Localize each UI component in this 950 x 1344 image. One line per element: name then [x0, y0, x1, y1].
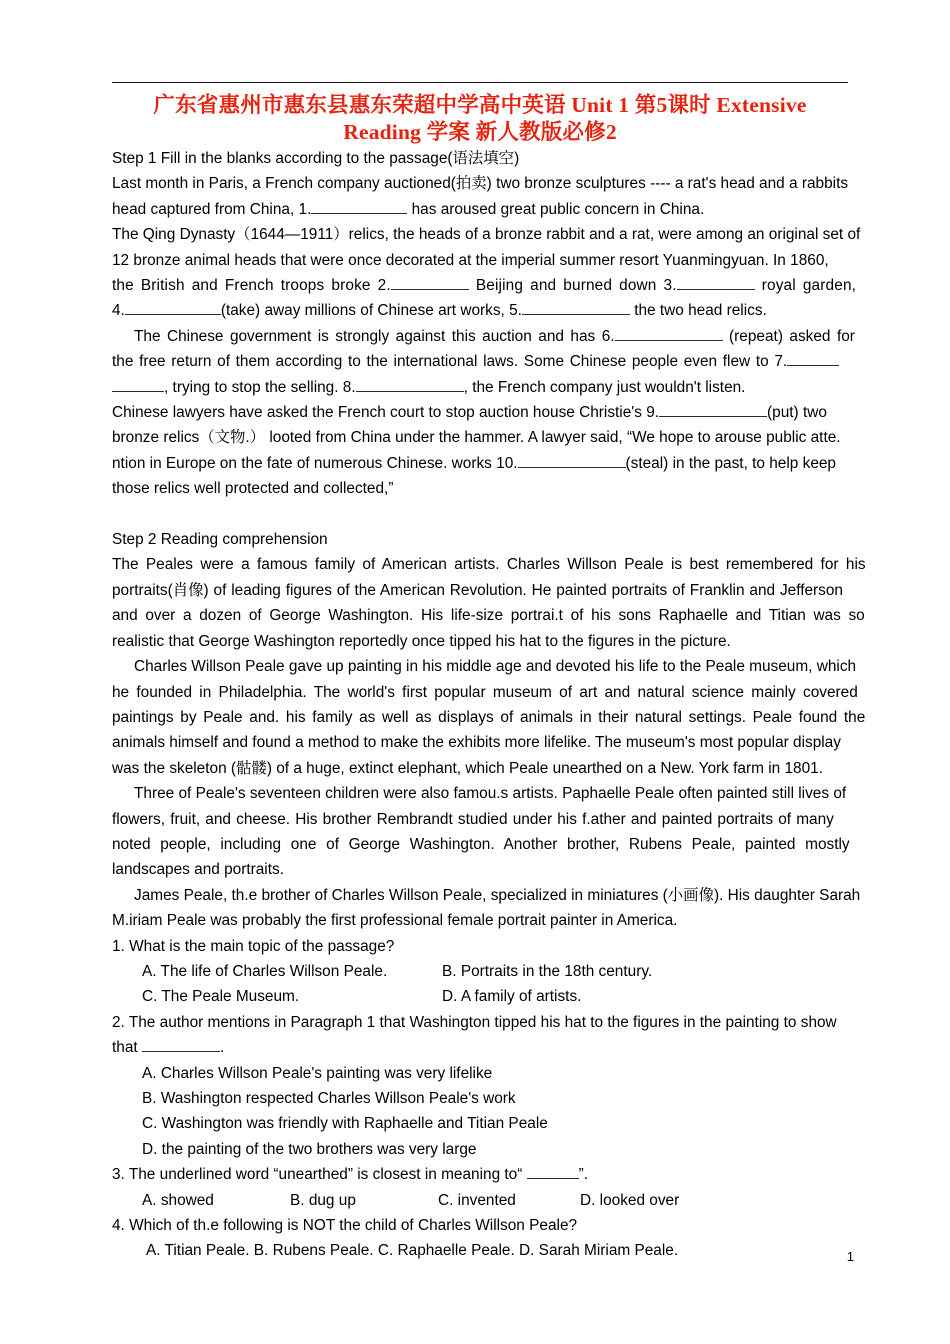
p2-line-4-a: 4. — [112, 302, 125, 320]
step1-paragraph-1 — [112, 171, 848, 222]
p3-line-1-a: The Chinese government is strongly against this auction and has 6. — [134, 327, 615, 345]
p4-line-1 — [112, 400, 848, 425]
blank-5[interactable] — [522, 300, 630, 315]
q2-stem-suffix: . — [219, 1039, 225, 1057]
step2-paragraph-2 — [112, 654, 866, 781]
p2-line-3 — [112, 273, 857, 298]
blank-3[interactable] — [677, 275, 755, 290]
q2-option-a[interactable]: A. Charles Willson Peale's painting was very lifelike — [142, 1064, 493, 1082]
p2-line-2: 12 bronze animal heads that were once decorated at the imperial summer resort Yuanmingyuan. In 1860, — [112, 251, 829, 269]
question-2 — [112, 1010, 848, 1162]
q4-option-row — [112, 1238, 848, 1263]
q2-option-row-a — [112, 1061, 848, 1086]
p3-line-3-a: , trying to stop the selling. 8. — [164, 378, 356, 396]
s2p3-line-2: flowers, fruit, and cheese. His brother Rembrandt studied under his f.ather and painted portraits of many — [112, 810, 834, 828]
s2p1-line-3: and over a dozen of George Washington. His life-size portrai.t of his sons Raphaelle and Titian was so — [112, 607, 865, 625]
q1-option-a[interactable]: A. The life of Charles Willson Peale. — [142, 962, 388, 980]
q4-stem: 4. Which of th.e following is NOT the child of Charles Willson Peale? — [112, 1217, 578, 1235]
p3-line-2 — [112, 349, 848, 374]
q3-option-d[interactable]: D. looked over — [580, 1191, 680, 1209]
blank-9[interactable] — [659, 402, 767, 417]
s2p4-line-1 — [112, 883, 861, 908]
q2-stem-line-1: 2. The author mentions in Paragraph 1 that Washington tipped his hat to the figures in the painting to show — [112, 1013, 837, 1031]
p2-line-3-c: royal garden, — [754, 277, 857, 295]
q1-stem: 1. What is the main topic of the passage? — [112, 937, 395, 955]
blank-2[interactable] — [391, 275, 469, 290]
s2p2-line-1-text: Charles Willson Peale gave up painting in his middle age and devoted his life to the Peale museum, which — [134, 658, 857, 676]
question-1 — [112, 934, 848, 1010]
step2-heading — [112, 527, 848, 552]
q3-stem — [112, 1162, 848, 1187]
q1-option-row-1 — [112, 959, 848, 984]
s2p1-line-2: portraits(肖像) of leading figures of the American Revolution. He painted portraits of Franklin and Jefferson — [112, 581, 843, 599]
q3-stem-suffix: ”. — [578, 1166, 589, 1184]
p3-line-3-b: , the French company just wouldn't listen. — [463, 378, 746, 396]
p3-line-3 — [112, 375, 848, 400]
p4-line-2: bronze relics（文物.） looted from China under the hammer. A lawyer said, “We hope to arouse public atte. — [112, 429, 841, 447]
section-gap — [112, 502, 848, 527]
title-line-1: 广东省惠州市惠东县惠东荣超中学高中英语 Unit 1 第5课时 Extensive — [153, 93, 807, 117]
p3-line-2-a: the free return of them according to the international laws. Some Chinese people even flew to 7. — [112, 353, 788, 371]
step2-heading-text: Step 2 Reading comprehension — [112, 531, 328, 549]
q2-stem-prefix: that — [112, 1039, 142, 1057]
s2p2-line-2: he founded in Philadelphia. The world's first popular museum of art and natural science mainly covered — [112, 683, 858, 701]
p2-line-3-a: the British and French troops broke 2. — [112, 277, 391, 295]
p4-line-4: those relics well protected and collected,” — [112, 480, 394, 498]
q3-answer-blank[interactable] — [527, 1164, 579, 1179]
p2-line-4-b: (take) away millions of Chinese art works, 5. — [220, 302, 522, 320]
question-3 — [112, 1162, 848, 1213]
q2-option-d[interactable]: D. the painting of the two brothers was very large — [142, 1140, 477, 1158]
blank-10[interactable] — [518, 453, 626, 468]
p3-line-1 — [112, 324, 855, 349]
q1-option-b[interactable]: B. Portraits in the 18th century. — [442, 962, 653, 980]
q2-option-row-d — [112, 1137, 848, 1162]
step1-heading — [112, 146, 848, 171]
p1-line-2 — [112, 197, 848, 222]
title-line-2: Reading 学案 新人教版必修2 — [343, 120, 617, 144]
q2-option-row-c — [112, 1111, 848, 1136]
step1-paragraph-2 — [112, 222, 861, 324]
s2p2-line-5: was the skeleton (骷髅) of a huge, extinct elephant, which Peale unearthed on a New. York farm in 1801. — [112, 759, 823, 777]
blank-6[interactable] — [615, 326, 723, 341]
p1-line-2-post: has aroused great public concern in China. — [407, 200, 705, 218]
blank-8[interactable] — [356, 377, 464, 392]
p1-line-1: Last month in Paris, a French company auctioned(拍卖) two bronze sculptures ---- a rat's head and a rabbits — [112, 175, 849, 193]
q2-option-row-b — [112, 1086, 848, 1111]
s2p2-line-1 — [112, 654, 857, 679]
step2-paragraph-4 — [112, 883, 861, 934]
s2p4-line-2: M.iriam Peale was probably the first professional female portrait painter in America. — [112, 912, 678, 930]
header-rule — [112, 82, 848, 83]
s2p3-line-1-text: Three of Peale's seventeen children were also famou.s artists. Paphaelle Peale often painted still lives of — [134, 785, 847, 803]
step1-paragraph-3 — [112, 324, 855, 400]
s2p2-line-4: animals himself and found a method to make the exhibits more lifelike. The museum's most popular display — [112, 734, 841, 752]
q2-stem-line-2 — [112, 1035, 848, 1060]
s2p1-line-4: realistic that George Washington reportedly once tipped his hat to the figures in the picture. — [112, 632, 731, 650]
p4-line-3 — [112, 451, 848, 476]
blank-7-part2[interactable] — [112, 377, 164, 392]
q2-option-b[interactable]: B. Washington respected Charles Willson Peale's work — [142, 1090, 516, 1108]
p2-line-4-c: the two head relics. — [629, 302, 767, 320]
s2p3-line-3: noted people, including one of George Washington. Another brother, Rubens Peale, painted mostly — [112, 835, 850, 853]
s2p4-line-1-text: James Peale, th.e brother of Charles Willson Peale, specialized in miniatures (小画像). His daughter Sarah — [134, 886, 861, 904]
q3-option-b[interactable]: B. dug up — [290, 1191, 356, 1209]
p4-line-3-a: ntion in Europe on the fate of numerous Chinese. works 10. — [112, 454, 518, 472]
p2-line-3-b: Beijing and burned down 3. — [468, 277, 677, 295]
p3-line-1-b: (repeat) asked for — [722, 327, 855, 345]
p2-line-4 — [112, 298, 848, 323]
q1-option-row-2 — [112, 984, 848, 1009]
s2p3-line-1 — [112, 781, 848, 806]
q3-option-a[interactable]: A. showed — [142, 1191, 214, 1209]
blank-7-part1[interactable] — [787, 351, 839, 366]
document-body — [112, 146, 866, 1264]
step2-paragraph-1 — [112, 552, 866, 654]
q4-options-inline[interactable]: A. Titian Peale. B. Rubens Peale. C. Raphaelle Peale. D. Sarah Miriam Peale. — [146, 1242, 679, 1260]
blank-1[interactable] — [311, 199, 407, 214]
q2-option-c[interactable]: C. Washington was friendly with Raphaelle and Titian Peale — [142, 1115, 548, 1133]
step2-paragraph-3 — [112, 781, 848, 883]
step1-heading-text: Step 1 Fill in the blanks according to the passage(语法填空) — [112, 150, 520, 167]
q1-option-c[interactable]: C. The Peale Museum. — [142, 988, 300, 1006]
p4-line-3-b: (steal) in the past, to help keep — [625, 454, 836, 472]
p4-line-1-b: (put) two — [767, 404, 827, 422]
s2p2-line-3: paintings by Peale and. his family as well as displays of animals in their natural settings. Peale found the — [112, 708, 866, 726]
blank-4[interactable] — [125, 300, 221, 315]
page-number: 1 — [846, 1249, 854, 1264]
p2-line-1: The Qing Dynasty（1644—1911）relics, the heads of a bronze rabbit and a rat, were among an original set of — [112, 226, 861, 244]
question-4 — [112, 1213, 848, 1264]
p1-line-2-pre: head captured from China, 1. — [112, 200, 312, 218]
q1-option-d[interactable]: D. A family of artists. — [442, 988, 582, 1006]
s2p3-line-4: landscapes and portraits. — [112, 861, 284, 879]
q2-answer-blank[interactable] — [142, 1037, 220, 1052]
p4-line-1-a: Chinese lawyers have asked the French court to stop auction house Christie's 9. — [112, 404, 660, 422]
step1-paragraph-4 — [112, 400, 848, 502]
q3-stem-prefix: 3. The underlined word “unearthed” is closest in meaning to“ — [112, 1166, 527, 1184]
q3-option-row — [112, 1188, 848, 1213]
q3-option-c[interactable]: C. invented — [438, 1191, 516, 1209]
page-title — [112, 92, 848, 146]
s2p1-line-1: The Peales were a famous family of American artists. Charles Willson Peale is best remembered for his — [112, 556, 866, 574]
